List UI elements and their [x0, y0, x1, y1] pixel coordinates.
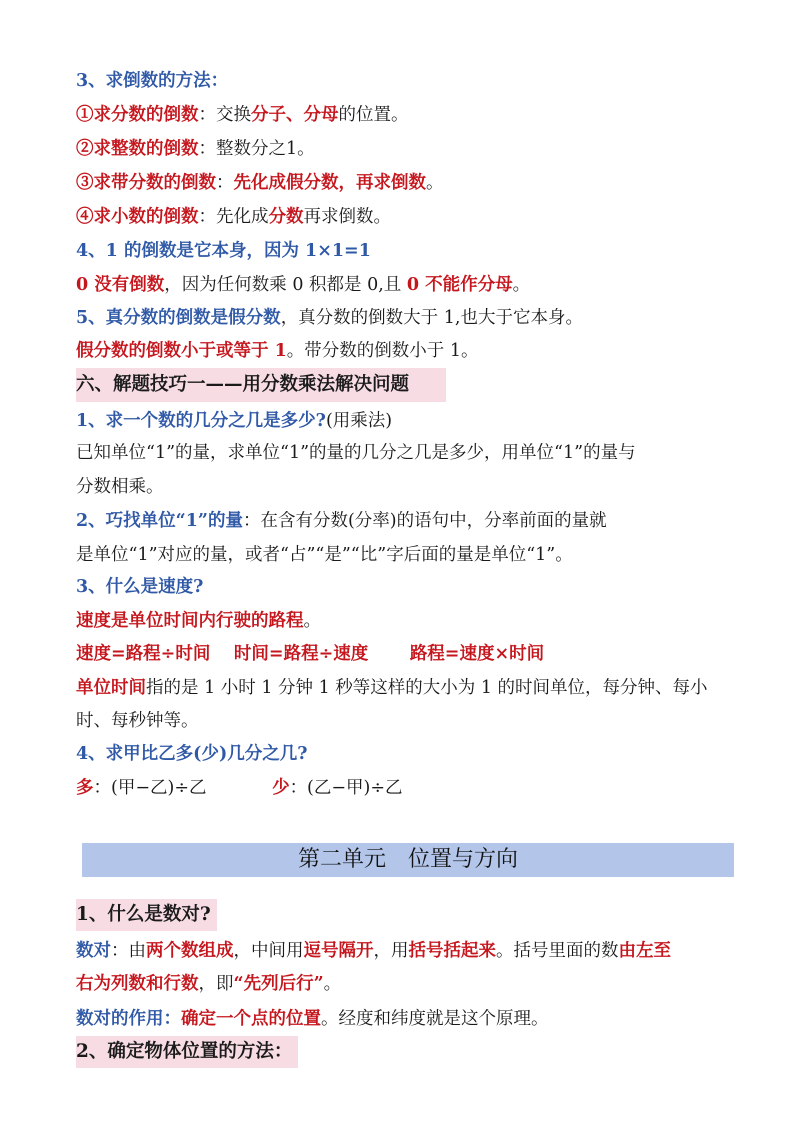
tips-q4: 4、求甲比乙多(少)几分之几? — [76, 744, 308, 764]
method-heading: 3、求倒数的方法： — [76, 71, 229, 91]
tips-q1-body-1: 已知单位“1”的量，求单位“1”的量的几分之几是多少，用单位“1”的量与 — [76, 443, 636, 463]
pair-definition-1: 数对：由两个数组成，中间用逗号隔开，用括号括起来。括号里面的数由左至 — [76, 941, 671, 961]
method-fraction: ①求分数的倒数：交换分子、分母的位置。 — [76, 105, 409, 125]
method-mixed: ③求带分数的倒数：先化成假分数，再求倒数。 — [76, 173, 444, 193]
unit-time-line-2: 时、每秒钟等。 — [76, 711, 199, 731]
speed-definition: 速度是单位时间内行驶的路程。 — [76, 611, 321, 631]
tips-q2-body: 是单位“1”对应的量，或者“占”“是”“比”字后面的量是单位“1”。 — [76, 545, 573, 565]
tips-q2: 2、巧找单位“1”的量：在含有分数(分率)的语句中，分率前面的量就 — [76, 511, 607, 531]
tips-q3: 3、什么是速度? — [76, 577, 204, 597]
unit2-heading-1: 1、什么是数对? — [76, 899, 217, 931]
method-integer: ②求整数的倒数：整数分之1。 — [76, 139, 315, 159]
more-less-formulas: 多：(甲−乙)÷乙 少：(乙−甲)÷乙 — [76, 778, 403, 798]
reciprocal-one: 4、1 的倒数是它本身，因为 1×1=1 — [76, 241, 371, 261]
method-decimal: ④求小数的倒数：先化成分数再求倒数。 — [76, 207, 391, 227]
zero-no-reciprocal: 0 没有倒数，因为任何数乘 0 积都是 0,且 0 不能作分母。 — [76, 275, 531, 295]
tips-q1-body-2: 分数相乘。 — [76, 477, 164, 497]
unit2-title-banner: 第二单元 位置与方向 — [82, 843, 734, 877]
pair-usage: 数对的作用：确定一个点的位置。经度和纬度就是这个原理。 — [76, 1009, 549, 1029]
tips-q1: 1、求一个数的几分之几是多少?(用乘法) — [76, 411, 393, 431]
pair-definition-2: 右为列数和行数，即“先列后行”。 — [76, 974, 342, 994]
proper-fraction-rule: 5、真分数的倒数是假分数，真分数的倒数大于 1,也大于它本身。 — [76, 308, 583, 328]
unit-time-line-1: 单位时间指的是 1 小时 1 分钟 1 秒等这样的大小为 1 的时间单位，每分钟、每小 — [76, 678, 708, 698]
improper-fraction-rule: 假分数的倒数小于或等于 1。带分数的倒数小于 1。 — [76, 341, 479, 361]
speed-formulas: 速度=路程÷时间 时间=路程÷速度 路程=速度×时间 — [76, 644, 545, 664]
tips-heading: 六、解题技巧一——用分数乘法解决问题 — [76, 368, 446, 402]
unit2-heading-2: 2、确定物体位置的方法： — [76, 1036, 298, 1068]
